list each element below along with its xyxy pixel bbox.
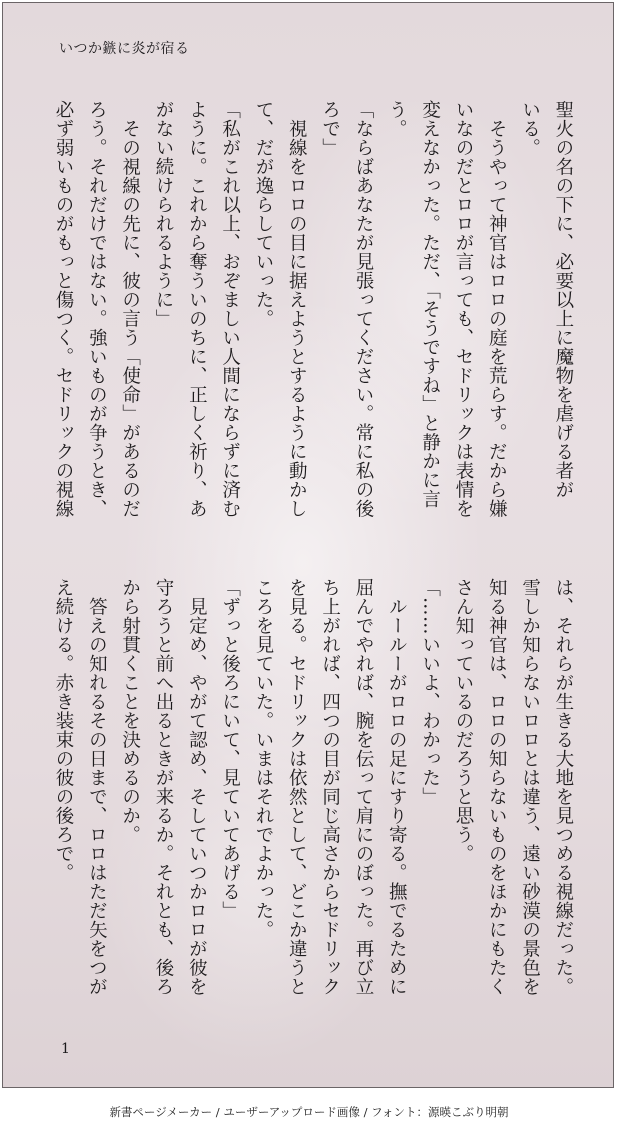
text-column: 雪しか知らないロロとは違う、遠い砂漠の景色を [519,578,541,996]
book-page [2,2,614,1088]
text-column: ち上がれば、四つの目が同じ高さからセドリック [319,578,341,996]
text-column: ころを見ていた。いまはそれでよかった。 [252,578,274,939]
text-column: そうやって神官はロロの庭を荒らす。だから嫌 [486,100,508,518]
text-column: て、だが逸らしていった。 [252,100,274,328]
text-column: 見定め、やがて認め、そしていつかロロが彼を [186,578,208,996]
text-column: を見る。セドリックは依然として、どこか違うと [286,578,308,996]
text-column: 屈んでやれば、腕を伝って肩にのぼった。再び立 [352,578,374,996]
page-number: 1 [61,1041,70,1057]
text-column: さん知っているのだろうと思う。 [452,578,474,863]
text-column: ように。これから奪ういのちに、正しく祈り、あ [186,100,208,518]
text-column: いなのだとロロが言っても、セドリックは表情を [452,100,474,518]
text-column: から射貫くことを決めるのか。 [119,578,141,844]
text-column: ろう。それだけではない。強いものが争うとき、 [86,100,108,518]
text-column: がない続けられるように」 [152,100,174,328]
text-column: ルールーがロロの足にすり寄る。撫でるために [386,578,408,996]
text-column: 聖火の名の下に、必要以上に魔物を虐げる者が [552,100,574,499]
text-column: 「ずっと後ろにいて、見ていてあげる」 [219,578,241,920]
text-column: 知る神官は、ロロの知らないものをほかにもたく [486,578,508,996]
text-column: 「ならばあなたが見張ってください。常に私の後 [352,100,374,518]
text-column: 守ろうと前へ出るときが来るか。それとも、後ろ [152,578,174,996]
text-column: 必ず弱いものがもっと傷つく。セドリックの視線 [53,100,74,518]
text-block-bottom [52,578,572,1008]
text-column: 変えなかった。ただ、「そうですね」と静かに言 [419,100,441,509]
footer-credit: 新書ページメーカー / ユーザーアップロード画像 / フォント：源暎こぶり明朝 [109,1105,509,1119]
text-column: 視線をロロの目に据えようとするように動かし [286,100,308,518]
text-column: 答えの知れるその日まで、ロロはただ矢をつが [86,578,108,996]
text-column: え続ける。赤き装束の彼の後ろで。 [53,578,74,882]
text-column: は、それらが生きる大地を見つめる視線だった。 [552,578,574,996]
text-column: いる。 [519,100,541,157]
text-block-top [52,100,572,530]
text-column: 「……いいよ、わかった」 [419,578,441,806]
text-column: う。 [386,100,408,138]
text-column: その視線の先に、彼の言う「使命」があるのだ [119,100,141,518]
running-header: いつか鏃に炎が宿る [59,41,190,57]
text-column: ろで」 [319,100,341,157]
text-column: 「私がこれ以上、おぞましい人間にならずに済む [219,100,241,518]
